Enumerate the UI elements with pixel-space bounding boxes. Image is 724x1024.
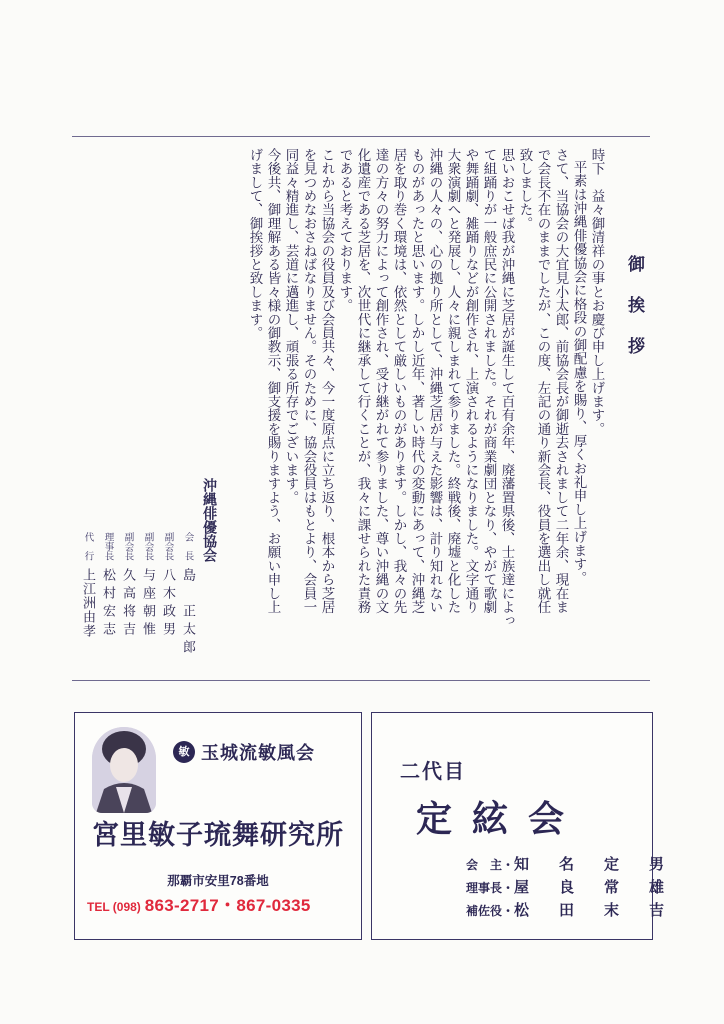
member-row — [438, 899, 694, 920]
generation-label: 二代目 — [400, 759, 466, 783]
member-role: 補佐役・ — [465, 904, 514, 918]
school-phone — [87, 891, 311, 916]
body-line: ものがあったと思います。しかし近年、著しい時代の変動にあって、沖縄芝 — [408, 148, 425, 614]
officer-role: 副会長 — [162, 532, 174, 561]
body-line: さて、当協会の大宜見小太郎、前協会長が御逝去されまして二年余、現在ま — [552, 148, 569, 614]
member-role: 理事長・ — [465, 881, 514, 895]
ad-box-music-club — [371, 712, 695, 940]
officer-name: 松村宏志 — [100, 568, 115, 640]
ad-box-dance-school — [74, 712, 362, 940]
body-line: を見つめなおさねばなりません。そのために、協会役員はもとより、会員一 — [300, 148, 317, 614]
body-line: や舞踊劇、雑踊りなどが創作され、上演されるようになりました。文字通り — [462, 148, 479, 614]
school-name: 宮里敏子琉舞研究所 — [92, 820, 344, 851]
body-line: これから当協会の役員及び会員共々、今一度原点に立ち返り、根本から芝居 — [318, 148, 335, 614]
body-line: 平素は沖縄俳優協会に格段の御配慮を賜り、厚くお礼申し上げます。 — [570, 160, 587, 585]
phone-prefix: TEL (098) — [87, 900, 141, 914]
middle-rule — [72, 680, 650, 681]
officer-name: 八木政男 — [160, 568, 175, 640]
body-line: 致しました。 — [516, 148, 533, 231]
greeting-title: 御挨拶 — [624, 255, 644, 378]
crest-icon: 敏 — [173, 741, 195, 763]
organization-name: 沖縄俳優協会 — [201, 478, 217, 562]
portrait-figure-icon — [92, 727, 156, 813]
body-line: 同益々精進し、芸道に邁進し、頑張る所存でございます。 — [282, 148, 299, 505]
officer-role: 副会長 — [122, 532, 134, 561]
school-address: 那覇市安里78番地 — [167, 874, 269, 888]
officer-role: 会 長 — [182, 532, 194, 561]
member-name: 知名定男 — [514, 855, 695, 873]
body-line: 居を取り巻く環境は、依然として厳しいものがあります。しかし、我々の先 — [390, 148, 407, 614]
body-line: であると考えております。 — [336, 148, 353, 313]
portrait-photo — [92, 727, 156, 813]
body-line: 大衆演劇へと発展し、人々に親しまれて参りました。終戦後、廃墟と化した — [444, 148, 461, 614]
officer-role: 理事長 — [102, 532, 114, 561]
officer-name: 久高将吉 — [120, 568, 135, 640]
member-row — [438, 876, 694, 897]
officer-name: 与座朝惟 — [140, 568, 155, 640]
officer-name: 島 正太郎 — [180, 568, 195, 658]
officer-name: 上江洲由孝 — [80, 568, 95, 638]
officer-role: 副会長 — [142, 532, 154, 561]
body-line: て組踊りが一般庶民に公開されました。それが商業劇団となり、やがて歌劇 — [480, 148, 497, 614]
body-line: 化遺産である芝居を、次世代に継承して行くことが、我々に課せられた責務 — [354, 148, 371, 614]
member-row — [438, 853, 694, 874]
body-line: 時下 益々御清祥の事とお慶び申し上げます。 — [588, 148, 605, 436]
officer-role: 代 行 — [82, 532, 94, 561]
member-name: 屋良常雄 — [514, 878, 695, 896]
body-line: げまして、御挨拶と致します。 — [246, 148, 263, 340]
member-role: 会 主・ — [465, 858, 514, 872]
phone-numbers: 863-2717・867-0335 — [144, 896, 311, 915]
club-name: 定絃会 — [416, 798, 585, 840]
body-line: 達の方々の努力によって創作され、受け継がれて参りました、尊い沖縄の文 — [372, 148, 389, 614]
body-line: 沖縄の人々の、心の拠り所として、沖縄芝居が与えた影響は、計り知れない — [426, 148, 443, 614]
troupe-name: 玉城流敏風会 — [201, 743, 315, 764]
body-line: 思いおこせば我が沖縄に芝居が誕生して百有余年、廃藩置県後、士族達によっ — [498, 148, 515, 628]
body-line: 今後共、御理解ある皆々様の御教示、御支援を賜りますよう、お願い申し上 — [264, 148, 281, 614]
member-name: 松田末吉 — [514, 901, 695, 919]
body-line: で会長不在のままでしたが、この度、左記の通り新会長、役員を選出し就任 — [534, 148, 551, 614]
top-rule — [72, 136, 650, 137]
